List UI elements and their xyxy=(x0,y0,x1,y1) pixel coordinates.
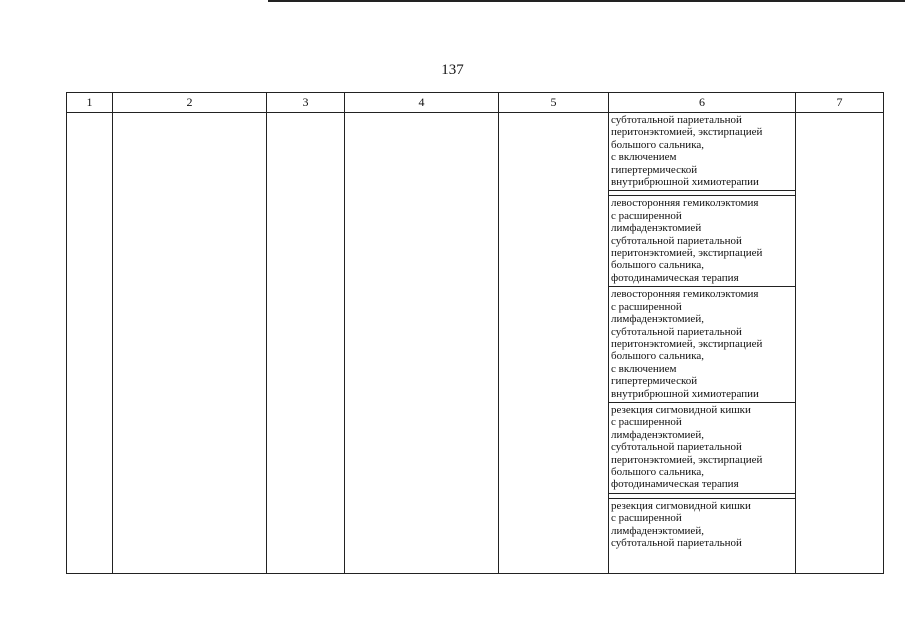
column-header-4: 4 xyxy=(345,93,499,113)
column-header-5: 5 xyxy=(499,93,609,113)
top-rule xyxy=(268,0,905,2)
column-header-7: 7 xyxy=(796,93,884,113)
column-header-1: 1 xyxy=(67,93,113,113)
document-table xyxy=(66,92,884,574)
cell-col2 xyxy=(113,113,267,574)
column-header-2: 2 xyxy=(113,93,267,113)
page-number: 137 xyxy=(441,62,464,78)
treatment-entry: левосторонняя гемиколэктомия с расширенной лимфаденэктомией, субтотальной париетальной перитонэктомией, экстирпацией большого сальника, с включением гипертермической внутрибрюшной химиотерапии xyxy=(609,287,795,403)
column-header-6: 6 xyxy=(609,93,796,113)
cell-col4 xyxy=(345,113,499,574)
treatment-entry: резекция сигмовидной кишки с расширенной лимфаденэктомией, субтотальной париетальной перитонэктомией, экстирпацией большого сальника, фотодинамическая терапия xyxy=(609,403,795,494)
cell-col5 xyxy=(499,113,609,574)
header-row xyxy=(67,93,884,113)
treatment-entry: левосторонняя гемиколэктомия с расширенной лимфаденэктомией субтотальной париетальной перитонэктомией, экстирпацией большого сальника, фотодинамическая терапия xyxy=(609,195,795,287)
cell-col6 xyxy=(609,113,796,574)
treatment-entry: резекция сигмовидной кишки с расширенной лимфаденэктомией, субтотальной париетальной xyxy=(609,498,795,552)
treatment-entry: субтотальной париетальной перитонэктомией, экстирпацией большого сальника, с включением гипертермической внутрибрюшной химиотерапии xyxy=(609,113,795,191)
cell-col1 xyxy=(67,113,113,574)
cell-col3 xyxy=(267,113,345,574)
table-row xyxy=(67,113,884,574)
cell-col7 xyxy=(796,113,884,574)
column-header-3: 3 xyxy=(267,93,345,113)
